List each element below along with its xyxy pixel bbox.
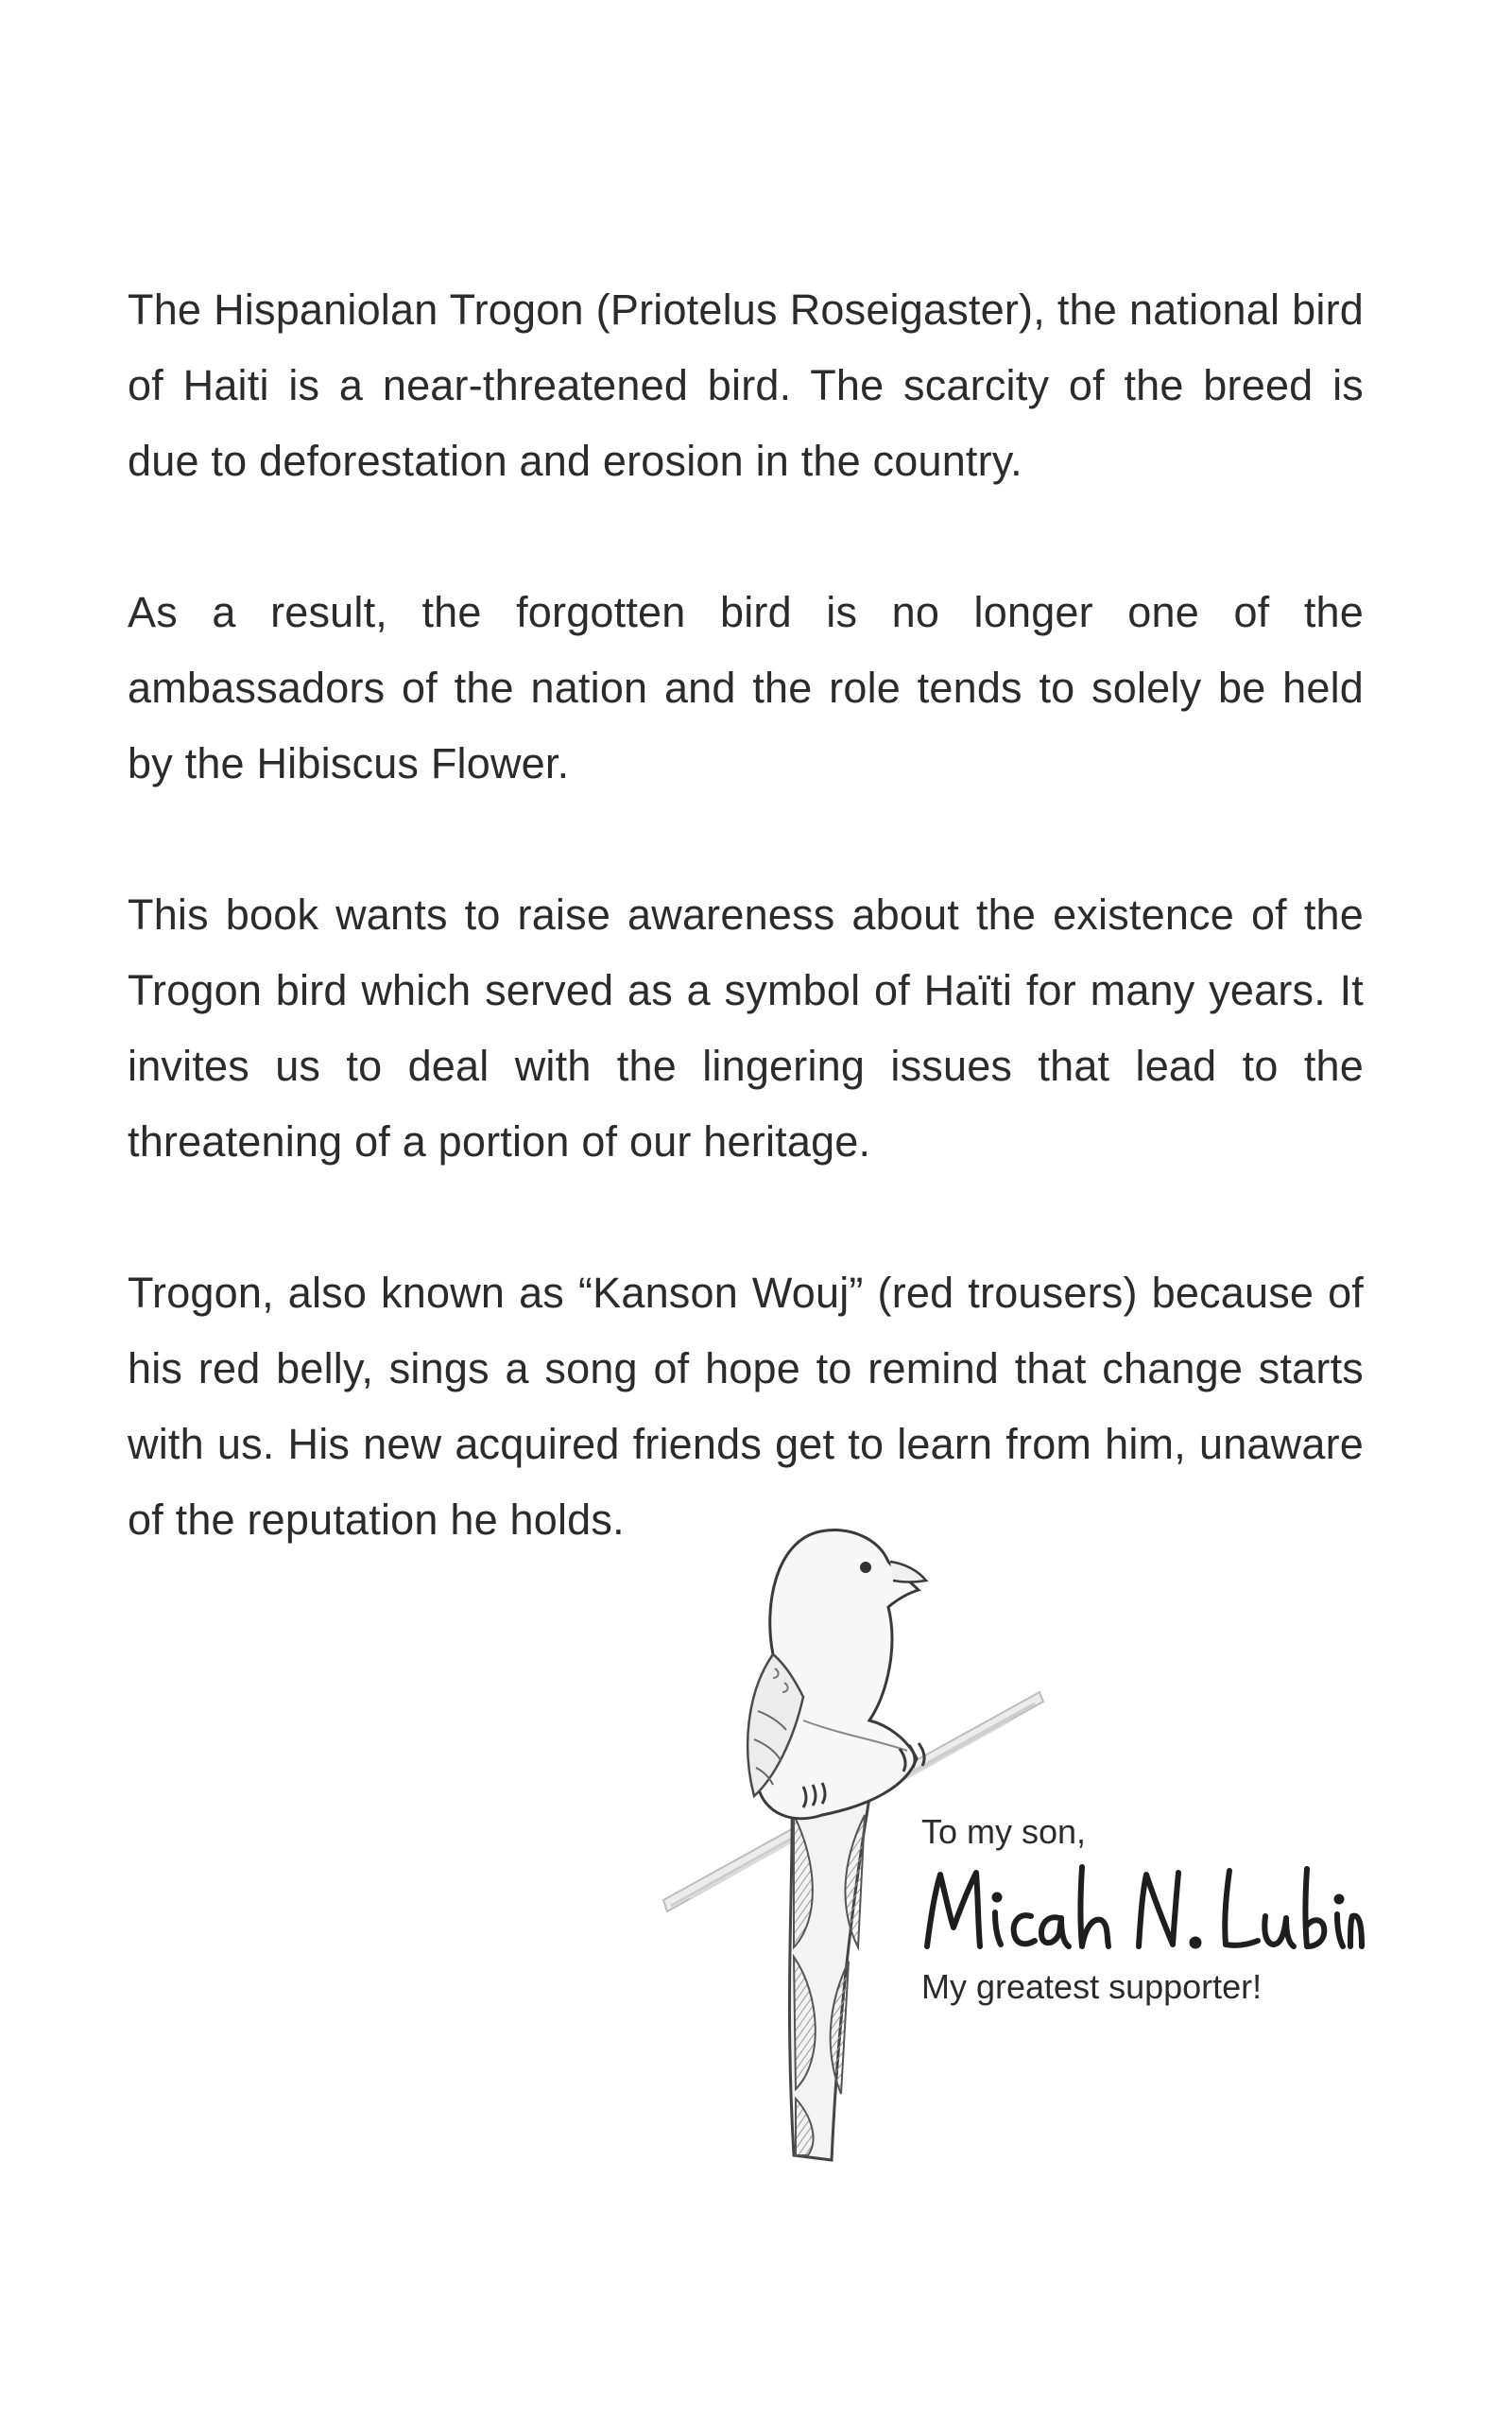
- bird-body: [747, 1530, 926, 1819]
- paragraph-1: The Hispaniolan Trogon (Priotelus Roseigaster), the national bird of Haiti is a near-threatened bird. The scarcity of the breed is due to deforestation and erosion in the country.: [128, 285, 1364, 485]
- paragraph-2: As a result, the forgotten bird is no longer one of the ambassadors of the nation and the role tends to solely be held by the Hibiscus Flower.: [128, 588, 1364, 787]
- dedication: [921, 1810, 1375, 2009]
- dedication-note: My greatest supporter!: [921, 1967, 1263, 2006]
- paragraph-4: Trogon, also known as “Kanson Wouj” (red trousers) because of his red belly, sings a song of hope to remind that change starts with us. His new acquired friends get to learn from him, unaware of the reputation he holds.: [128, 1269, 1364, 1544]
- paragraph-3: This book wants to raise awareness about the existence of the Trogon bird which served as a symbol of Haïti for many years. It invites us to deal with the lingering issues that lead to the threatening of a portion of our heritage.: [128, 890, 1364, 1166]
- body-text: [128, 272, 1364, 1558]
- dedication-to: To my son,: [921, 1812, 1087, 1851]
- signature-micah-n-lubin: [921, 1859, 1366, 1963]
- tail: [789, 1787, 871, 2160]
